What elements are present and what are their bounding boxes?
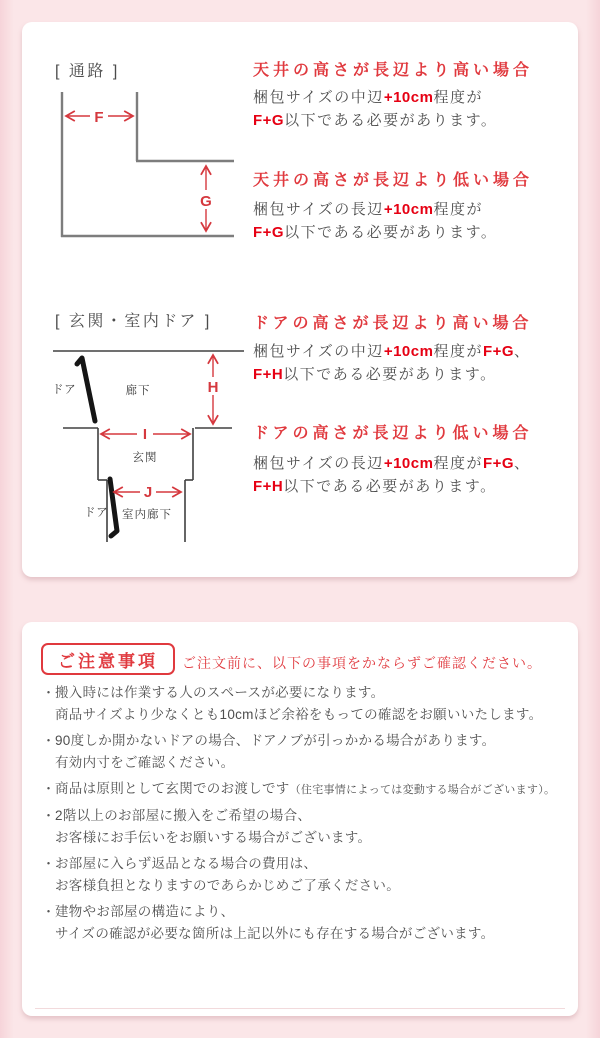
list-item-text (55, 778, 567, 801)
list-item-text (55, 853, 567, 897)
text-line (253, 363, 531, 386)
text-line: お客様にお手伝いをお願いする場合がございます。 (55, 830, 372, 845)
list-item (42, 853, 567, 897)
door-lower-heading: ドアの高さが長辺より低い場合 (253, 425, 533, 442)
card-bottom-divider (35, 1008, 565, 1009)
accent-text: +10cm (383, 89, 434, 106)
plain-text: 以下である必要があります。 (283, 478, 497, 495)
text-line (253, 452, 531, 475)
plain-text: 商品は原則として玄関でのお渡しです (55, 781, 290, 796)
door-higher-heading: ドアの高さが長辺より高い場合 (253, 315, 533, 332)
bullet-glyph: ・ (42, 685, 56, 700)
i-dimension-label: I (142, 426, 148, 443)
text-line: 有効内寸をご確認ください。 (55, 755, 235, 770)
bullet-glyph: ・ (42, 904, 56, 919)
list-item-text (55, 805, 567, 849)
door-section-title: [ 玄関・室内ドア ] (55, 313, 212, 330)
plain-text: 、 (514, 343, 531, 360)
passage-diagram (54, 88, 244, 246)
text-line: お客様負担となりますのであらかじめご了承ください。 (55, 878, 400, 893)
accent-text: +10cm (383, 343, 434, 360)
text-line: 建物やお部屋の構造により、 (55, 904, 235, 919)
entrance-label: 玄関 (132, 452, 158, 464)
ceiling-lower-text (253, 198, 497, 244)
bullet-glyph: ・ (42, 808, 56, 823)
entrance-door-diagram (48, 345, 248, 545)
plain-text: 梱包サイズの中辺 (253, 343, 384, 360)
accent-text: +10cm (383, 201, 434, 218)
h-dimension-label: H (207, 379, 219, 396)
door-top-label: ドア (52, 384, 77, 396)
g-dimension-label: G (200, 193, 212, 210)
text-line (253, 109, 497, 132)
plain-text: 程度が (433, 89, 483, 106)
text-line: 90度しか開かないドアの場合、ドアノブが引っかかる場合があります。 (55, 733, 496, 748)
text-line (253, 340, 531, 363)
ceiling-lower-heading: 天井の高さが長辺より低い場合 (253, 172, 534, 189)
ceiling-higher-heading: 天井の高さが長辺より高い場合 (253, 62, 534, 79)
text-line: サイズの確認が必要な箇所は上記以外にも存在する場合がございます。 (55, 926, 495, 941)
list-item (42, 730, 567, 774)
door-bottom-label: ドア (84, 507, 109, 519)
j-dimension-label: J (143, 484, 153, 501)
text-line (253, 86, 497, 109)
plain-text: 梱包サイズの長辺 (253, 455, 384, 472)
text-line: 商品サイズより少なくとも10cmほど余裕をもっての確認をお願いいたします。 (55, 707, 543, 722)
indoor-hallway-label: 室内廊下 (122, 509, 172, 521)
accent-text: F+G (253, 112, 285, 129)
plain-text: 程度が (433, 455, 483, 472)
door-lower-text (253, 452, 531, 498)
list-item-text (55, 682, 567, 726)
plain-text: 程度が (433, 343, 483, 360)
text-line: お部屋に入らず返品となる場合の費用は、 (55, 856, 318, 871)
text-line (253, 221, 497, 244)
notice-list (42, 682, 567, 949)
text-line (253, 198, 497, 221)
list-item-text (55, 730, 567, 774)
bullet-glyph: ・ (42, 733, 56, 748)
ceiling-higher-text (253, 86, 497, 132)
accent-text: F+G (253, 224, 285, 241)
accent-text: F+G (482, 343, 515, 360)
small-text: （住宅事情によっては変動する場合がございます）。 (289, 784, 556, 796)
text-line: 搬入時には作業する人のスペースが必要になります。 (55, 685, 385, 700)
list-item-text (55, 901, 567, 945)
list-item (42, 682, 567, 726)
plain-text: 以下である必要があります。 (283, 366, 497, 383)
size-guide-card (22, 22, 578, 577)
f-dimension-label: F (94, 109, 104, 126)
text-line (253, 475, 531, 498)
hallway-label: 廊下 (125, 385, 151, 397)
accent-text: +10cm (383, 455, 434, 472)
plain-text: 程度が (433, 201, 483, 218)
interior-door-leaf (110, 479, 117, 536)
list-item (42, 778, 567, 801)
accent-text: F+H (253, 478, 284, 495)
passage-walls (61, 92, 234, 237)
plain-text: 以下である必要があります。 (284, 112, 498, 129)
bullet-glyph: ・ (42, 781, 56, 796)
notice-card (22, 622, 578, 1016)
notice-badge: ご注意事項 (41, 643, 175, 675)
accent-text: F+G (482, 455, 515, 472)
text-line (55, 778, 567, 801)
plain-text: 梱包サイズの長辺 (253, 201, 384, 218)
entrance-door-leaf (77, 358, 95, 421)
list-item (42, 901, 567, 945)
notice-lead-text: ご注文前に、以下の事項をかならずご確認ください。 (182, 655, 542, 671)
passage-section-title: [ 通路 ] (55, 63, 120, 80)
plain-text: 、 (514, 455, 531, 472)
plain-text: 以下である必要があります。 (284, 224, 498, 241)
text-line: 2階以上のお部屋に搬入をご希望の場合、 (55, 808, 312, 823)
door-higher-text (253, 340, 531, 386)
accent-text: F+H (253, 366, 284, 383)
plain-text: 梱包サイズの中辺 (253, 89, 384, 106)
bullet-glyph: ・ (42, 856, 56, 871)
list-item (42, 805, 567, 849)
